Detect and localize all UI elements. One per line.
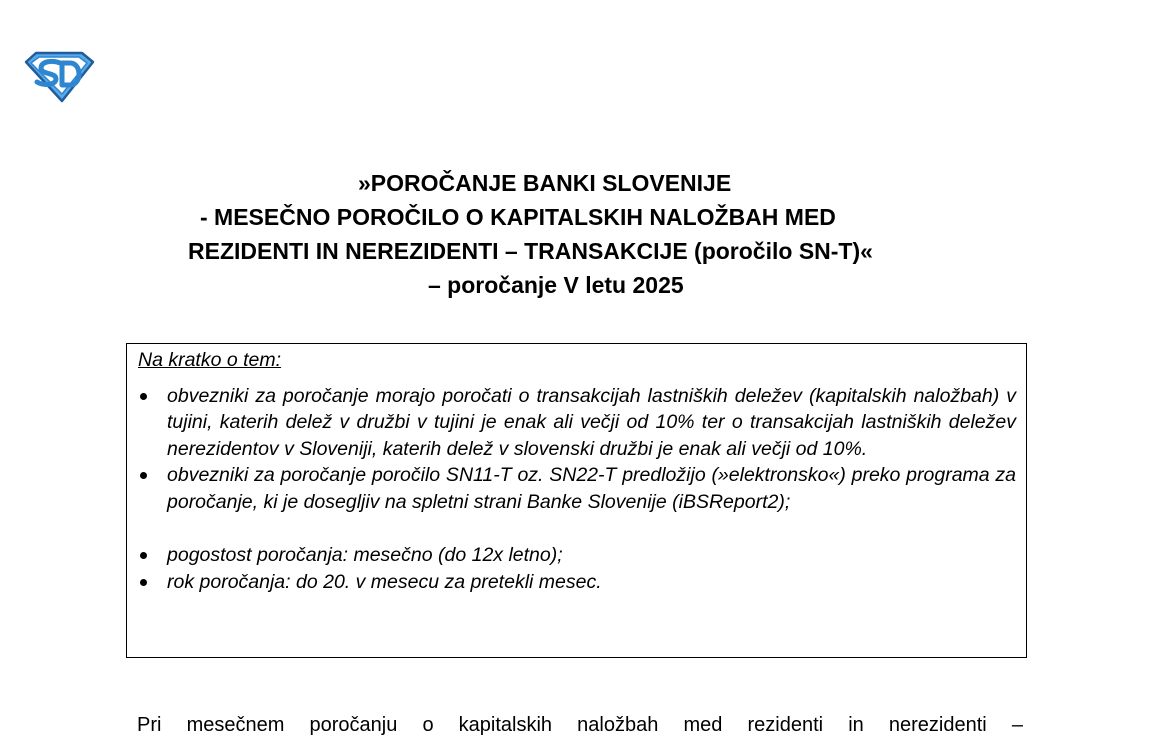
body-word: Pri <box>137 714 162 736</box>
body-word: o <box>422 714 434 736</box>
title-line-3: REZIDENTI IN NEREZIDENTI – TRANSAKCIJE (poročilo SN-T)« <box>188 238 873 264</box>
body-word: nerezidenti <box>888 714 987 736</box>
summary-box <box>126 343 1027 658</box>
bullet-dot-icon <box>140 393 147 400</box>
body-word: poročanju <box>309 714 398 736</box>
summary-bullet-item <box>138 542 1016 569</box>
title-line-1: »POROČANJE BANKI SLOVENIJE <box>358 170 732 196</box>
summary-heading: Na kratko o tem: <box>138 349 282 371</box>
bullet-dot-icon <box>140 472 147 479</box>
body-word: mesečnem <box>186 714 285 736</box>
bullet-dot-icon <box>140 579 147 586</box>
summary-bullet-item <box>138 569 1016 596</box>
body-word: med <box>683 714 723 736</box>
bullet-text: obvezniki za poročanje morajo poročati o transakcijah lastniških deležev (kapitalskih naložbah) v tujini, katerih delež v družbi v tujini je enak ali večji od 10% ter o transakcijah lastniških deležev nerezidentov v Sloveniji, katerih delež v slovenski družbi je enak ali večji od 10%. <box>167 384 1016 460</box>
title-line-2: - MESEČNO POROČILO O KAPITALSKIH NALOŽBAH MED <box>200 204 836 230</box>
bullet-text: pogostost poročanja: mesečno (do 12x letno); <box>167 544 563 566</box>
company-logo-icon <box>22 48 96 104</box>
body-word: naložbah <box>577 714 659 736</box>
bullet-text: obvezniki za poročanje poročilo SN11-T oz. SN22-T predložijo (»elektronsko«) preko programa za poročanje, ki je dosegljiv na spletni strani Banke Slovenije (iBSReport2); <box>167 464 1016 513</box>
title-line-4: – poročanje V letu 2025 <box>428 272 684 298</box>
document-title <box>0 166 1157 302</box>
body-word: rezidenti <box>747 714 824 736</box>
body-word: – <box>1011 714 1023 736</box>
bullet-text: rok poročanja: do 20. v mesecu za pretekli mesec. <box>167 570 602 593</box>
body-paragraph-start <box>137 711 1023 739</box>
summary-bullet-item <box>138 383 1016 463</box>
summary-bullet-item <box>138 462 1016 515</box>
body-word: kapitalskih <box>458 714 553 736</box>
summary-bullet-list <box>138 383 1016 596</box>
bullet-dot-icon <box>140 552 147 559</box>
body-word: in <box>848 714 864 736</box>
